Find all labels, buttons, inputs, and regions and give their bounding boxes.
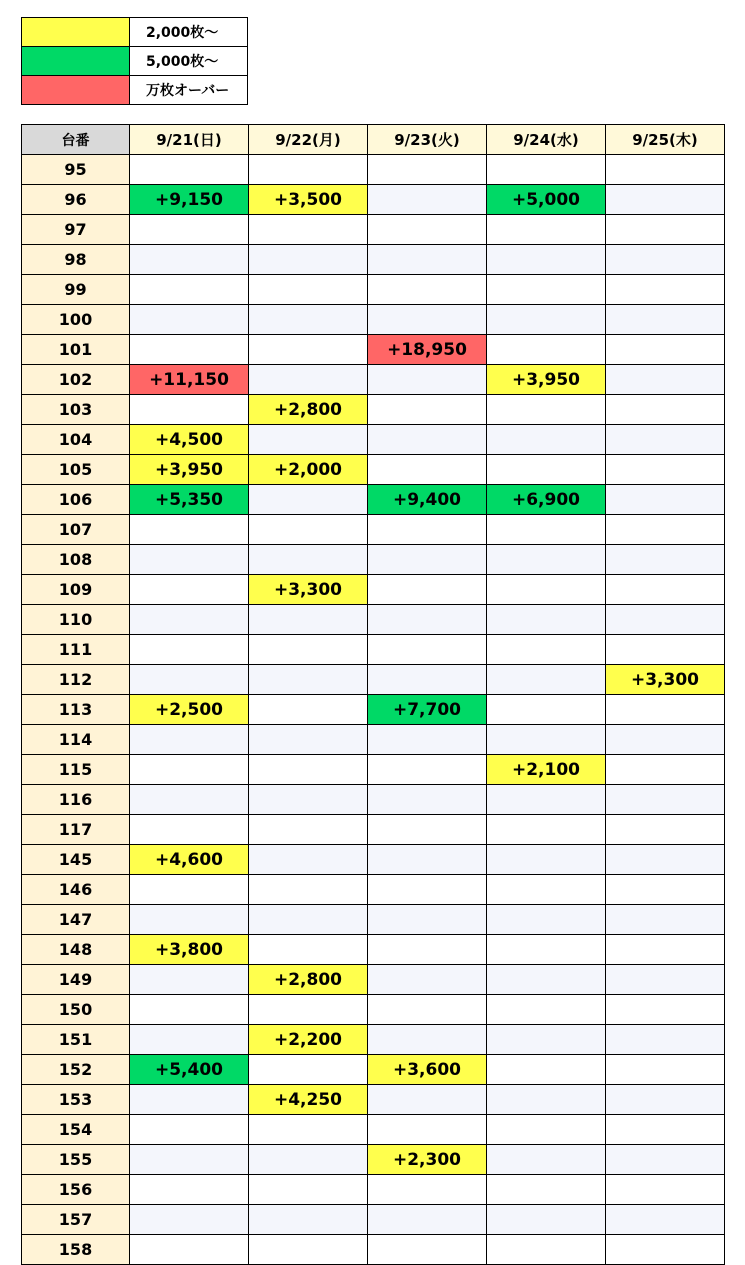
payout-cell xyxy=(487,275,606,305)
table-body xyxy=(22,155,725,1265)
payout-cell: +5,400 xyxy=(130,1055,249,1085)
payout-cell xyxy=(130,275,249,305)
payout-cell xyxy=(249,725,368,755)
payout-cell xyxy=(606,545,725,575)
machine-number-cell: 158 xyxy=(22,1235,130,1265)
machine-number-cell: 105 xyxy=(22,455,130,485)
payout-cell: +4,500 xyxy=(130,425,249,455)
legend-label-10000: 万枚オーバー xyxy=(130,76,248,105)
machine-number-cell: 96 xyxy=(22,185,130,215)
date-header: 9/23(火) xyxy=(368,125,487,155)
payout-cell xyxy=(368,365,487,395)
payout-cell xyxy=(249,695,368,725)
payout-cell xyxy=(487,665,606,695)
payout-cell xyxy=(249,1235,368,1265)
payout-cell xyxy=(130,1025,249,1055)
payout-cell: +4,250 xyxy=(249,1085,368,1115)
payout-cell: +3,300 xyxy=(606,665,725,695)
machine-number-cell: 95 xyxy=(22,155,130,185)
payout-cell xyxy=(487,1055,606,1085)
payout-cell xyxy=(368,665,487,695)
payout-cell xyxy=(606,155,725,185)
machine-number-cell: 110 xyxy=(22,605,130,635)
payout-cell: +5,000 xyxy=(487,185,606,215)
payout-cell xyxy=(606,1025,725,1055)
payout-cell xyxy=(249,545,368,575)
payout-cell xyxy=(606,845,725,875)
payout-cell xyxy=(130,905,249,935)
payout-cell xyxy=(368,395,487,425)
payout-cell: +9,400 xyxy=(368,485,487,515)
machine-number-cell: 147 xyxy=(22,905,130,935)
legend-row-10000 xyxy=(22,76,248,105)
payout-cell xyxy=(130,155,249,185)
legend xyxy=(21,17,248,105)
machine-number-cell: 103 xyxy=(22,395,130,425)
payout-cell xyxy=(487,515,606,545)
machine-number-cell: 156 xyxy=(22,1175,130,1205)
machine-number-cell: 152 xyxy=(22,1055,130,1085)
payout-cell xyxy=(606,1235,725,1265)
machine-number-cell: 146 xyxy=(22,875,130,905)
payout-cell xyxy=(130,215,249,245)
payout-cell: +9,150 xyxy=(130,185,249,215)
payout-cell xyxy=(249,1205,368,1235)
payout-cell xyxy=(487,1085,606,1115)
machine-number-cell: 153 xyxy=(22,1085,130,1115)
payout-cell xyxy=(487,605,606,635)
payout-cell xyxy=(368,545,487,575)
payout-cell xyxy=(368,875,487,905)
payout-cell xyxy=(368,965,487,995)
payout-cell xyxy=(487,245,606,275)
date-header: 9/22(月) xyxy=(249,125,368,155)
payout-cell xyxy=(130,545,249,575)
table-row xyxy=(22,755,725,785)
payout-cell xyxy=(249,275,368,305)
machine-number-cell: 112 xyxy=(22,665,130,695)
payout-cell xyxy=(606,515,725,545)
machine-number-cell: 115 xyxy=(22,755,130,785)
table-row xyxy=(22,275,725,305)
table-row xyxy=(22,455,725,485)
payout-cell xyxy=(487,965,606,995)
machine-number-cell: 106 xyxy=(22,485,130,515)
payout-cell xyxy=(487,1205,606,1235)
payout-cell xyxy=(368,275,487,305)
payout-cell xyxy=(249,425,368,455)
payout-cell: +2,000 xyxy=(249,455,368,485)
payout-cell xyxy=(249,605,368,635)
table-row xyxy=(22,395,725,425)
payout-cell xyxy=(249,365,368,395)
table-row xyxy=(22,905,725,935)
table-row xyxy=(22,545,725,575)
table-row xyxy=(22,875,725,905)
payout-cell xyxy=(249,1055,368,1085)
payout-cell xyxy=(130,395,249,425)
payout-cell xyxy=(606,485,725,515)
payout-cell xyxy=(368,1085,487,1115)
payout-cell xyxy=(606,1055,725,1085)
payout-table xyxy=(21,124,725,1265)
payout-cell xyxy=(487,725,606,755)
payout-cell xyxy=(606,425,725,455)
payout-cell xyxy=(368,935,487,965)
payout-cell xyxy=(606,965,725,995)
table-row xyxy=(22,1235,725,1265)
payout-cell: +7,700 xyxy=(368,695,487,725)
payout-cell xyxy=(368,455,487,485)
payout-cell xyxy=(249,335,368,365)
payout-cell xyxy=(606,635,725,665)
payout-cell xyxy=(368,635,487,665)
payout-cell xyxy=(249,245,368,275)
payout-cell xyxy=(249,665,368,695)
machine-number-cell: 113 xyxy=(22,695,130,725)
payout-cell xyxy=(606,875,725,905)
payout-cell xyxy=(487,305,606,335)
payout-cell xyxy=(606,785,725,815)
payout-cell xyxy=(368,785,487,815)
payout-cell xyxy=(130,785,249,815)
payout-cell xyxy=(130,755,249,785)
payout-cell xyxy=(368,245,487,275)
machine-number-cell: 154 xyxy=(22,1115,130,1145)
payout-cell xyxy=(368,575,487,605)
machine-number-cell: 150 xyxy=(22,995,130,1025)
payout-cell xyxy=(249,1145,368,1175)
payout-cell xyxy=(249,305,368,335)
payout-cell xyxy=(249,155,368,185)
table-row xyxy=(22,365,725,395)
table-row xyxy=(22,425,725,455)
payout-cell xyxy=(606,1115,725,1145)
payout-cell xyxy=(368,995,487,1025)
table-row xyxy=(22,155,725,185)
table-row xyxy=(22,485,725,515)
payout-cell xyxy=(606,365,725,395)
payout-cell xyxy=(130,1085,249,1115)
payout-cell xyxy=(249,875,368,905)
table-row xyxy=(22,1145,725,1175)
payout-cell xyxy=(606,695,725,725)
table-row xyxy=(22,785,725,815)
payout-cell xyxy=(606,1205,725,1235)
payout-cell xyxy=(368,185,487,215)
table-row xyxy=(22,725,725,755)
machine-number-cell: 109 xyxy=(22,575,130,605)
payout-cell xyxy=(487,335,606,365)
payout-cell xyxy=(606,305,725,335)
payout-cell xyxy=(606,1145,725,1175)
machine-number-cell: 100 xyxy=(22,305,130,335)
machine-number-cell: 114 xyxy=(22,725,130,755)
payout-cell xyxy=(130,635,249,665)
table-row xyxy=(22,515,725,545)
payout-cell xyxy=(368,305,487,335)
machine-number-cell: 108 xyxy=(22,545,130,575)
payout-cell xyxy=(249,785,368,815)
payout-cell xyxy=(606,935,725,965)
payout-cell: +3,500 xyxy=(249,185,368,215)
payout-cell xyxy=(130,515,249,545)
table-row xyxy=(22,995,725,1025)
payout-cell xyxy=(249,935,368,965)
table-row xyxy=(22,605,725,635)
machine-number-cell: 116 xyxy=(22,785,130,815)
payout-cell xyxy=(130,1235,249,1265)
payout-cell xyxy=(130,995,249,1025)
payout-cell xyxy=(606,215,725,245)
payout-cell xyxy=(130,575,249,605)
payout-cell xyxy=(487,395,606,425)
payout-cell xyxy=(368,815,487,845)
legend-row-2000 xyxy=(22,18,248,47)
machine-number-cell: 151 xyxy=(22,1025,130,1055)
legend-swatch-2000 xyxy=(22,18,130,47)
payout-cell xyxy=(606,275,725,305)
machine-number-cell: 101 xyxy=(22,335,130,365)
machine-number-cell: 149 xyxy=(22,965,130,995)
machine-number-cell: 155 xyxy=(22,1145,130,1175)
payout-cell: +6,900 xyxy=(487,485,606,515)
payout-cell xyxy=(487,1115,606,1145)
legend-label-2000: 2,000枚～ xyxy=(130,18,248,47)
legend-swatch-5000 xyxy=(22,47,130,76)
payout-cell xyxy=(606,335,725,365)
payout-cell xyxy=(487,785,606,815)
table-row xyxy=(22,635,725,665)
machine-number-cell: 98 xyxy=(22,245,130,275)
machine-number-cell: 97 xyxy=(22,215,130,245)
table-row xyxy=(22,665,725,695)
payout-cell xyxy=(130,1205,249,1235)
payout-cell xyxy=(368,605,487,635)
payout-cell xyxy=(487,875,606,905)
table-row xyxy=(22,305,725,335)
payout-cell xyxy=(487,815,606,845)
table-row xyxy=(22,185,725,215)
payout-cell: +3,800 xyxy=(130,935,249,965)
payout-cell: +3,600 xyxy=(368,1055,487,1085)
payout-cell: +11,150 xyxy=(130,365,249,395)
payout-cell xyxy=(487,545,606,575)
payout-cell: +3,950 xyxy=(487,365,606,395)
payout-cell xyxy=(487,575,606,605)
payout-cell xyxy=(487,695,606,725)
payout-cell xyxy=(487,1025,606,1055)
machine-number-cell: 99 xyxy=(22,275,130,305)
payout-cell xyxy=(130,245,249,275)
machine-number-cell: 111 xyxy=(22,635,130,665)
table-row xyxy=(22,935,725,965)
machine-number-cell: 145 xyxy=(22,845,130,875)
payout-cell xyxy=(249,815,368,845)
payout-cell xyxy=(487,935,606,965)
table-row xyxy=(22,215,725,245)
machine-number-cell: 117 xyxy=(22,815,130,845)
table-row xyxy=(22,1175,725,1205)
payout-cell xyxy=(368,215,487,245)
payout-cell xyxy=(487,995,606,1025)
payout-cell xyxy=(606,605,725,635)
payout-cell xyxy=(249,635,368,665)
payout-cell xyxy=(368,905,487,935)
payout-cell: +5,350 xyxy=(130,485,249,515)
machine-number-header: 台番 xyxy=(22,125,130,155)
payout-cell xyxy=(368,515,487,545)
payout-cell xyxy=(606,725,725,755)
payout-cell xyxy=(249,515,368,545)
payout-cell xyxy=(487,1145,606,1175)
payout-cell xyxy=(249,905,368,935)
payout-cell xyxy=(368,1025,487,1055)
payout-cell xyxy=(130,965,249,995)
legend-row-5000 xyxy=(22,47,248,76)
payout-cell xyxy=(368,1235,487,1265)
payout-cell: +2,800 xyxy=(249,395,368,425)
date-header: 9/24(水) xyxy=(487,125,606,155)
payout-cell xyxy=(368,1175,487,1205)
payout-cell: +2,500 xyxy=(130,695,249,725)
payout-cell xyxy=(368,725,487,755)
machine-number-cell: 157 xyxy=(22,1205,130,1235)
payout-cell xyxy=(606,395,725,425)
machine-number-cell: 107 xyxy=(22,515,130,545)
payout-cell xyxy=(606,245,725,275)
legend-label-5000: 5,000枚～ xyxy=(130,47,248,76)
table-row xyxy=(22,575,725,605)
payout-cell xyxy=(249,215,368,245)
payout-cell xyxy=(130,605,249,635)
payout-cell xyxy=(130,875,249,905)
date-header: 9/21(日) xyxy=(130,125,249,155)
payout-cell xyxy=(606,1175,725,1205)
payout-cell xyxy=(487,1175,606,1205)
payout-cell: +18,950 xyxy=(368,335,487,365)
payout-cell xyxy=(368,1205,487,1235)
payout-cell xyxy=(249,1175,368,1205)
payout-cell xyxy=(606,455,725,485)
payout-cell xyxy=(487,1235,606,1265)
payout-cell: +4,600 xyxy=(130,845,249,875)
payout-cell xyxy=(130,1175,249,1205)
payout-cell xyxy=(606,1085,725,1115)
payout-cell xyxy=(249,755,368,785)
payout-cell: +2,100 xyxy=(487,755,606,785)
payout-cell xyxy=(487,455,606,485)
table-row xyxy=(22,815,725,845)
table-row xyxy=(22,1115,725,1145)
payout-cell xyxy=(487,635,606,665)
payout-cell xyxy=(487,425,606,455)
payout-cell xyxy=(487,845,606,875)
payout-cell xyxy=(130,335,249,365)
table-row xyxy=(22,335,725,365)
table-row xyxy=(22,1085,725,1115)
payout-cell: +2,300 xyxy=(368,1145,487,1175)
payout-cell xyxy=(606,905,725,935)
payout-cell xyxy=(249,845,368,875)
payout-cell: +3,950 xyxy=(130,455,249,485)
legend-swatch-10000 xyxy=(22,76,130,105)
payout-cell xyxy=(368,425,487,455)
table-row xyxy=(22,245,725,275)
table-row xyxy=(22,965,725,995)
table-row xyxy=(22,1055,725,1085)
machine-number-cell: 102 xyxy=(22,365,130,395)
payout-cell xyxy=(606,755,725,785)
payout-cell xyxy=(249,1115,368,1145)
payout-cell xyxy=(368,755,487,785)
payout-cell xyxy=(130,1145,249,1175)
payout-cell xyxy=(606,815,725,845)
payout-cell xyxy=(130,725,249,755)
date-header: 9/25(木) xyxy=(606,125,725,155)
table-row xyxy=(22,845,725,875)
machine-number-cell: 148 xyxy=(22,935,130,965)
payout-cell: +2,200 xyxy=(249,1025,368,1055)
payout-cell xyxy=(487,905,606,935)
machine-number-cell: 104 xyxy=(22,425,130,455)
payout-cell xyxy=(249,995,368,1025)
payout-cell xyxy=(130,815,249,845)
table-row xyxy=(22,1025,725,1055)
table-row xyxy=(22,695,725,725)
payout-cell xyxy=(130,1115,249,1145)
payout-cell xyxy=(368,1115,487,1145)
payout-cell xyxy=(606,995,725,1025)
payout-cell xyxy=(130,665,249,695)
header-row xyxy=(22,125,725,155)
payout-cell xyxy=(487,155,606,185)
table-row xyxy=(22,1205,725,1235)
payout-cell xyxy=(487,215,606,245)
payout-cell xyxy=(368,155,487,185)
payout-cell: +2,800 xyxy=(249,965,368,995)
payout-cell xyxy=(368,845,487,875)
payout-cell xyxy=(130,305,249,335)
payout-cell: +3,300 xyxy=(249,575,368,605)
payout-cell xyxy=(606,185,725,215)
payout-cell xyxy=(606,575,725,605)
payout-cell xyxy=(249,485,368,515)
